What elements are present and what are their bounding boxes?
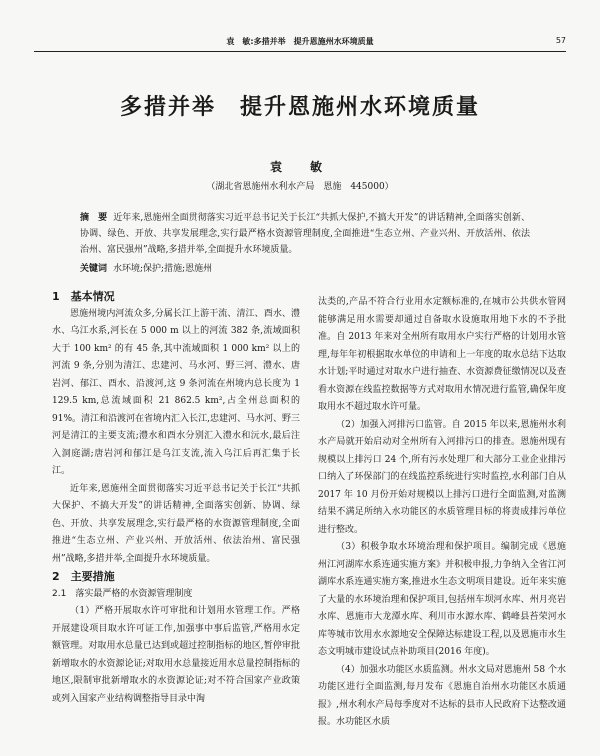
measure-3-paragraph: （3）积极争取水环境治理和保护项目。编制完成《恩施州江河湖库水系连通实施方案》并积极申报,力争纳入全省江河湖库水系连通实施方案,推进水生态文明项目建设。近年来实施了大量的水环境治理和保护项目,包括州车坝河水库、州月亮岩水库、恩施市大龙潭水库、利川市水源水库、鹤峰县苔荣河水库等城市饮用水水源地安全保障达标建设工程,以及恩施市水生态文明城市建设试点补助项目(2016 年度)。: [318, 542, 566, 657]
article-title: 多措并举 提升恩施州水环境质量: [119, 95, 480, 120]
abstract: [80, 210, 530, 258]
abstract-label: 摘 要: [80, 213, 108, 223]
page-number: 57: [555, 36, 566, 45]
abstract-text: 近年来,恩施州全面贯彻落实习近平总书记关于长江“共抓大保护,不搞大开发”的讲话精神,全面落实创新、协调、绿色、开放、共享发展理念,实行最严格水资源管理制度,全面推进“生态立州、产业兴州、开放活州、依法治州、富民强州”战略,多措并举,全面提升水环境质量。: [80, 213, 530, 255]
measure-4-paragraph: （4）加强水功能区水质监测。州水文局对恩施州 58 个水功能区进行全面监测,每月发布《恩施自治州水功能区水质通报》,州水利水产局每季度对不达标的县市人民政府下达整改通报。水功能区水质: [318, 664, 566, 727]
running-head: [34, 33, 566, 52]
affiliation: （湖北省恩施州水利水产局 恩施 445000）: [206, 182, 394, 192]
measure-2-paragraph: （2）加强入河排污口监管。自 2015 年以来,恩施州水利水产局就开始启动对全州所有入河排污口的排查。恩施州现有规模以上排污口 24 个,所有污水处理厂和大部分工业企业排污口纳入了环保部门的在线监控系统进行实时监控,水利部门自从 2017 年 10 月份开始对规模以上排污口进行全面监测,对监测结果不满足所纳入水功能区的水质管理目标的将责成排污单位进行整改。: [318, 419, 566, 535]
section-1-paragraph-2: 近年来,恩施州全面贯彻落实习近平总书记关于长江“共抓大保护、不搞大开发”的讲话精神,全面落实创新、协调、绿色、开放、共享发展理念,实行最严格的水资源管理制度,全面推进“生态立州、产业兴州、开放活州、依法治州、富民强州”战略,多措并举,全面提升水环境质量。: [52, 483, 300, 564]
section-2-heading: 2 主要措施: [52, 570, 115, 583]
subsection-2-1-heading: 2.1 落实最严格的水资源管理制度: [52, 588, 193, 599]
subsection-2-1-paragraph-1: （1）严格开展取水许可审批和计划用水管理工作。严格开展建设项目取水许可证工作,加强事中事后监管,严格用水定额管理。对取用水总量已达到或超过控制指标的地区,暂停审批新增取水的水资源论证;对取用水总量接近用水总量控制指标的地区,限制审批新增取水的水资源论证;对不符合国家产业政策或列入国家产业结构调整指导目录中淘: [52, 606, 300, 704]
running-head-text: 袁 敏:多措并举 提升恩施州水环境质量: [226, 37, 374, 46]
left-column: [52, 288, 300, 708]
keywords-label: 关键词: [80, 264, 108, 274]
author: 袁 敏: [269, 160, 330, 174]
keywords-text: 水环境;保护;措施;恩施州: [113, 264, 213, 274]
right-column: [318, 294, 566, 732]
keywords: [80, 262, 530, 276]
section-1-heading: 1 基本情况: [52, 290, 115, 303]
continued-paragraph: 汰类的,产品不符合行业用水定额标准的,在城市公共供水管网能够满足用水需要却通过自备取水设施取用地下水的不予批准。自 2013 年来对全州所有取用水户实行严格的计划用水管理,每年年初根据取水单位的申请和上一年度的取水总结下达取水计划;平时通过对取水户进行抽查、水资源费征缴情况以及查看水资源在线监控数据等方式对取用水情况进行监管,确保年度取用水不超过取水许可量。: [318, 297, 566, 412]
section-1-paragraph-1: 恩施州境内河流众多,分属长江上游干流、清江、酉水、澧水、乌江水系,河长在 5 000 m 以上的河流 382 条,流域面积大于 100 km² 的有 45 条,其中流域面积 1 000 km² 以上的河流 9 条,分别为清江、忠建河、马水河、野三河、澧水、唐岩河、郁江、酉水、沿渡河,这 9 条河流在州境内总长度为 1 129.5 km,总流域面积 21 862.5 km²,占全州总面积的 91%。清江和沿渡河在省境内汇入长江,忠建河、马水河、野三河是清江的主要支流;澧水和酉水分别汇入澧水和沅水,最后注入洞庭湖;唐岩河和郁江是乌江支流,流入乌江后再汇集于长江。: [52, 308, 300, 476]
